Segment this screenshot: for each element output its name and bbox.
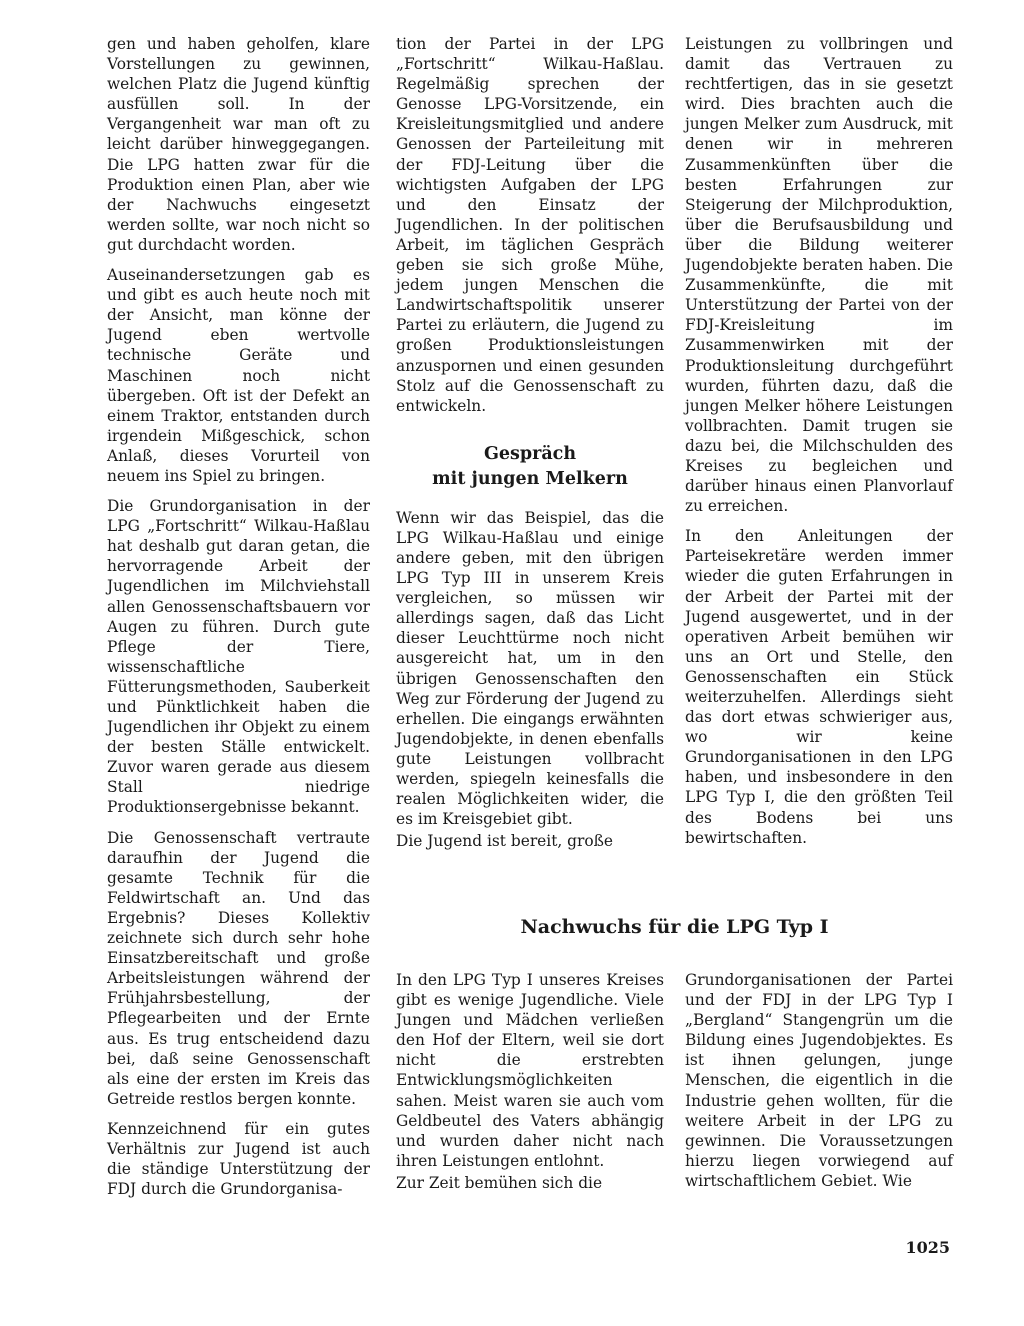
- paragraph: Grundorganisationen der Partei und der FDJ in der LPG Typ I „Bergland“ Stangengrün um die Bildung eines Jugendobjektes. Es ist ihnen gelungen, junge Menschen, die eigentlich in die Industrie gehen wollten, für die weitere Arbeit in der LPG zu gewinnen. Die Voraussetzungen hierzu liegen vorwiegend auf wirtschaftlichem Gebiet. Wie: [685, 971, 953, 1190]
- left-column: [107, 34, 370, 1199]
- section-heading: Nachwuchs für die LPG Typ I: [520, 916, 829, 938]
- right-column-top: [685, 34, 953, 848]
- subheading: [396, 442, 664, 492]
- paragraph: gen und haben geholfen, klare Vorstellungen zu gewinnen, welchen Platz die Jugend künftig ausfüllen soll. In der Vergangenheit war man oft zu leicht darüber hinweggegangen. Die LPG hatten zwar für die Produktion einen Plan, aber wie der Nachwuchs eingesetzt werden sollte, war noch nicht so gut durchdacht worden.: [107, 35, 370, 254]
- middle-column-top: [396, 34, 664, 851]
- subheading-line: Gespräch: [483, 443, 577, 464]
- paragraph: Wenn wir das Beispiel, das die LPG Wilkau-Haßlau und einige andere geben, mit den übrigen LPG Typ III in unserem Kreis vergleichen, so müssen wir allerdings sagen, daß das Licht dieser Leuchttürme noch nicht ausgereicht hat, um in den übrigen Genossenschaften den Weg zur Förderung der Jugend zu erhellen. Die eingangs erwähnten Jugendobjekte, in denen ebenfalls gute Leistungen vollbracht werden, spiegeln keinesfalls die realen Möglichkeiten wider, die es im Kreisgebiet gibt.: [396, 508, 664, 829]
- paragraph: tion der Partei in der LPG „Fortschritt“ Wilkau-Haßlau. Regelmäßig sprechen der Genosse LPG-Vorsitzende, ein Kreisleitungsmitglied und andere Genossen der Parteileitung mit der FDJ-Leitung über die wichtigsten Aufgaben der LPG und den Einsatz der Jugendlichen. In der politischen Arbeit, im täglichen Gespräch geben sie sich große Mühe, jedem jungen Menschen die Landwirtschaftspolitik unserer Partei zu erläutern, die Jugend zu großen Produktionsleistungen anzuspornen und einen gesunden Stolz auf die Genossenschaft zu entwickeln.: [396, 35, 664, 415]
- subheading-line: mit jungen Melkern: [432, 468, 628, 489]
- middle-column-bottom: [396, 970, 664, 1193]
- paragraph: Zur Zeit bemühen sich die: [396, 1173, 603, 1192]
- paragraph: Die Grundorganisation in der LPG „Fortschritt“ Wilkau-Haßlau hat deshalb gut daran getan, die hervorragende Arbeit der Jugendlichen im Milchviehstall allen Genossenschaftsbauern vor Augen zu führen. Durch gute Pflege der Tiere, wissenschaftliche Fütterungsmethoden, Sauberkeit und Pünktlichkeit haben die Jugendlichen ihr Objekt zu einem der besten Ställe entwickelt. Zuvor waren gerade aus diesem Stall niedrige Produktionsergebnisse bekannt.: [107, 497, 370, 817]
- paragraph: Die Genossenschaft vertraute daraufhin der Jugend die gesamte Technik für die Feldwirtschaft an. Und das Ergebnis? Dieses Kollektiv zeichnete sich durch sehr hohe Einsatzbereitschaft und große Arbeitsleistungen während der Frühjahrsbestellung, der Pflegearbeiten und der Ernte aus. Es trug entscheidend dazu bei, daß seine Genossenschaft als eine der ersten im Kreis das Getreide restlos bergen konnte.: [107, 828, 370, 1108]
- paragraph: Die Jugend ist bereit, große: [396, 832, 614, 851]
- page-number: 1025: [905, 1238, 950, 1257]
- paragraph: In den Anleitungen der Parteisekretäre werden immer wieder die guten Erfahrungen in der Arbeit der Partei mit der Jugend ausgewertet, und in der operativen Arbeit bemühen wir uns an Ort und Stelle, den Genossenschaften ein Stück weiterzuhelfen. Allerdings sieht das dort etwas schwieriger aus, wo wir keine Grundorganisationen in den LPG haben, und insbesondere in den LPG Typ I, die den größten Teil des Bodens bei uns bewirtschaften.: [685, 527, 953, 847]
- paragraph: Auseinandersetzungen gab es und gibt es auch heute noch mit der Ansicht, man könne der Jugend eben wertvolle technische Geräte und Maschinen noch nicht übergeben. Oft ist der Defekt an einem Traktor, entstanden durch irgendein Mißgeschick, schon Anlaß, dieses Vorurteil von neuem ins Spiel zu bringen.: [107, 266, 370, 485]
- paragraph: Leistungen zu vollbringen und damit das Vertrauen zu rechtfertigen, das in sie gesetzt wird. Dies brachten auch die jungen Melker zum Ausdruck, mit denen wir in mehreren Zusammenkünften über die besten Erfahrungen zur Steigerung der Milchproduktion, über die Berufsausbildung und über die Bildung weiterer Jugendobjekte beraten haben. Die Zusammenkünfte, die mit Unterstützung der Partei von der FDJ-Kreisleitung im Zusammenwirken mit der Produktionsleitung durchgeführt wurden, führten dazu, daß die jungen Melker höhere Leistungen vollbrachten. Damit trugen sie dazu bei, die Milchschulden des Kreises zu begleichen und darüber hinaus einen Planvorlauf zu erreichen.: [685, 35, 953, 516]
- paragraph: Kennzeichnend für ein gutes Verhältnis zur Jugend ist auch die ständige Unterstützung der FDJ durch die Grundorganisa-: [107, 1119, 370, 1199]
- paragraph: In den LPG Typ I unseres Kreises gibt es wenige Jugendliche. Viele Jungen und Mädchen verließen den Hof der Eltern, weil sie dort nicht die erstrebten Entwicklungsmöglichkeiten sahen. Meist waren sie auch vom Geldbeutel des Vaters abhängig und wurden daher nicht nach ihren Leistungen entlohnt.: [396, 971, 664, 1170]
- right-column-bottom: [685, 970, 953, 1191]
